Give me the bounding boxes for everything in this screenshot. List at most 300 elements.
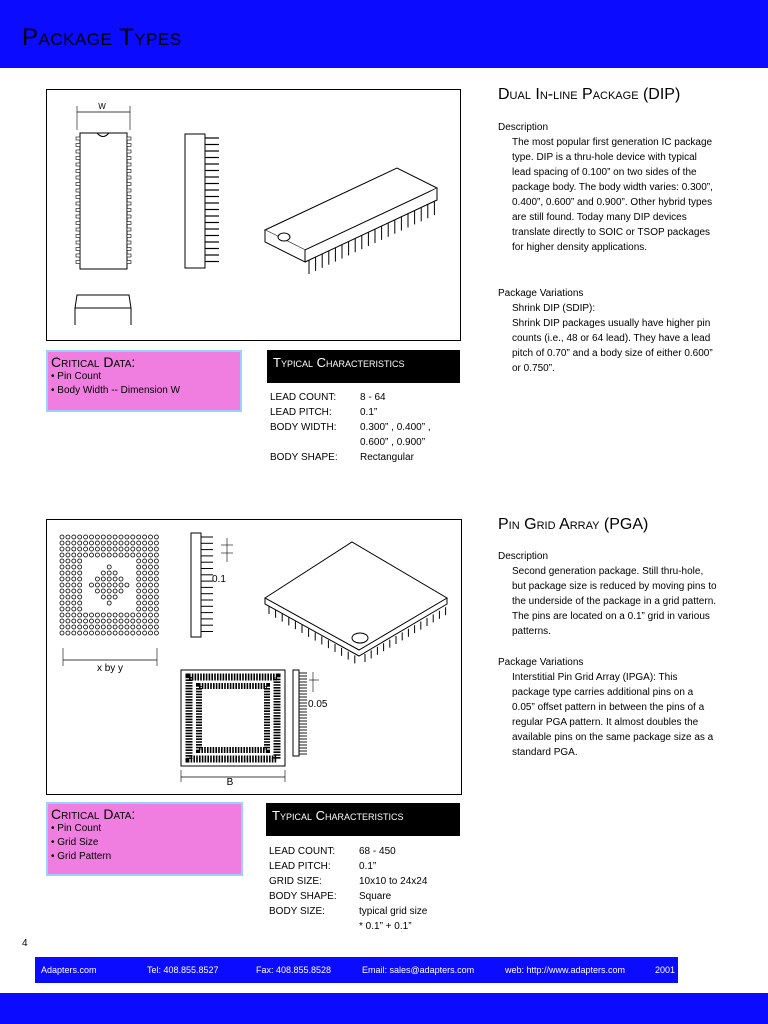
pin-dot	[131, 625, 135, 629]
pin-dot	[137, 535, 141, 539]
pin-dot	[72, 553, 76, 557]
pin-dot	[119, 577, 123, 581]
pin-dot	[66, 619, 70, 623]
pin	[127, 215, 131, 218]
pin	[127, 157, 131, 160]
pin-dot	[113, 589, 117, 593]
dim-01-label: 0.1	[212, 574, 226, 585]
pin-dot	[95, 541, 99, 545]
pin-dot	[72, 559, 76, 563]
pin	[127, 176, 131, 179]
pin-dot	[60, 607, 64, 611]
pin-dot	[149, 571, 153, 575]
pin-dot	[60, 631, 64, 635]
pin-dot	[95, 577, 99, 581]
pin	[127, 261, 131, 264]
footer-email[interactable]: Email: sales@adapters.com	[362, 965, 475, 975]
pin-dot	[119, 589, 123, 593]
pin-dot	[113, 613, 117, 617]
pga-description-label: Description	[498, 551, 549, 562]
pin-dot	[119, 625, 123, 629]
pin-dot	[72, 601, 76, 605]
pin-dot	[131, 553, 135, 557]
pin	[127, 254, 131, 257]
pin-dot	[149, 565, 153, 569]
pga-title: Pin Grid Array (PGA)	[498, 516, 649, 533]
pin	[76, 170, 80, 173]
pin-dot	[95, 547, 99, 551]
pin-dot	[95, 619, 99, 623]
pin-dot	[101, 619, 105, 623]
pin-dot	[95, 583, 99, 587]
pin-dot	[107, 571, 111, 575]
page-number: 4	[22, 938, 28, 949]
pin-dot	[131, 547, 135, 551]
pga-variation-text	[498, 670, 718, 760]
characteristic-row	[269, 859, 427, 874]
pin-dot	[107, 565, 111, 569]
pin-dot	[137, 589, 141, 593]
pin-dot	[119, 613, 123, 617]
pin-dot	[101, 589, 105, 593]
pin-dot	[60, 559, 64, 563]
pin-dot	[107, 541, 111, 545]
pin-dot	[154, 553, 158, 557]
pin-dot	[149, 547, 153, 551]
dim-xy-label: x by y	[96, 663, 124, 674]
pin-dot	[78, 619, 82, 623]
pin-dot	[66, 559, 70, 563]
critical-item: • Grid Size	[51, 837, 99, 848]
pin	[76, 144, 80, 147]
header-bar	[0, 0, 768, 68]
pin-dot	[60, 565, 64, 569]
pin-dot	[149, 613, 153, 617]
pin-dot	[78, 553, 82, 557]
pga-drawing	[47, 520, 461, 794]
characteristic-value: 0.600” , 0.900”	[360, 437, 426, 448]
characteristic-value: 0.1”	[359, 861, 377, 872]
pin-dot	[131, 613, 135, 617]
pin-dot	[137, 619, 141, 623]
characteristic-key: BODY SHAPE:	[269, 891, 337, 902]
characteristic-key: BODY SHAPE:	[270, 452, 338, 463]
pin-dot	[72, 631, 76, 635]
pin-dot	[143, 619, 147, 623]
pin-dot	[72, 589, 76, 593]
pin-dot	[72, 613, 76, 617]
pin	[127, 222, 131, 225]
pin-dot	[60, 535, 64, 539]
pin-dot	[149, 583, 153, 587]
characteristic-row	[269, 919, 427, 934]
pin-dot	[143, 607, 147, 611]
footer-year: 2001	[655, 965, 676, 975]
pin-dot	[101, 631, 105, 635]
pin-dot	[95, 535, 99, 539]
pin-dot	[72, 595, 76, 599]
dip-critical-data	[46, 350, 242, 412]
critical-data-title: Critical Data:	[51, 806, 136, 822]
pin-dot	[78, 607, 82, 611]
pin-dot	[149, 535, 153, 539]
pin-dot	[60, 571, 64, 575]
pin-dot	[125, 619, 129, 623]
pin-dot	[72, 541, 76, 545]
pin-dot	[137, 553, 141, 557]
pin-dot	[66, 553, 70, 557]
pin-dot	[101, 613, 105, 617]
pin	[76, 183, 80, 186]
pin-dot	[125, 625, 129, 629]
pin	[127, 235, 131, 238]
pin-dot	[84, 541, 88, 545]
pin-dot	[66, 589, 70, 593]
pin-dot	[72, 547, 76, 551]
pin	[127, 183, 131, 186]
pin-dot	[137, 577, 141, 581]
pin-dot	[107, 631, 111, 635]
pin-dot	[154, 571, 158, 575]
pin-dot	[137, 583, 141, 587]
pin-dot	[84, 613, 88, 617]
pin-dot	[143, 589, 147, 593]
pin	[127, 228, 131, 231]
characteristic-key	[269, 919, 359, 934]
pin-dot	[90, 631, 94, 635]
footer-fax: Fax: 408.855.8528	[256, 965, 332, 975]
pin-dot	[113, 535, 117, 539]
pin-dot	[72, 583, 76, 587]
pin-dot	[154, 559, 158, 563]
pin	[76, 235, 80, 238]
pin-dot	[137, 571, 141, 575]
pin-dot	[154, 583, 158, 587]
dip-variations-label: Package Variations	[498, 288, 584, 299]
pin-dot	[60, 547, 64, 551]
pin-dot	[154, 631, 158, 635]
pin-dot	[101, 625, 105, 629]
pin-dot	[137, 595, 141, 599]
pga-typical-table	[269, 844, 427, 934]
pin-dot	[66, 601, 70, 605]
pin-dot	[78, 589, 82, 593]
pin-dot	[84, 625, 88, 629]
characteristic-key: GRID SIZE:	[269, 876, 322, 887]
pin-dot	[78, 547, 82, 551]
pin-dot	[95, 553, 99, 557]
characteristic-value: 10x10 to 24x24	[359, 876, 428, 887]
pin-dot	[66, 571, 70, 575]
pin-dot	[78, 577, 82, 581]
pin-dot	[119, 619, 123, 623]
pin-dot	[72, 625, 76, 629]
pin	[76, 209, 80, 212]
pga-typical-header: Typical Characteristics	[266, 803, 460, 836]
pin-dot	[143, 631, 147, 635]
pin-dot	[125, 535, 129, 539]
pin-dot	[101, 541, 105, 545]
characteristic-row	[269, 844, 427, 859]
pin-dot	[66, 625, 70, 629]
pin-dot	[78, 625, 82, 629]
pin-dot	[154, 541, 158, 545]
pin-dot	[72, 565, 76, 569]
pin	[76, 176, 80, 179]
pin-dot	[90, 619, 94, 623]
pin	[127, 163, 131, 166]
pin-dot	[113, 577, 117, 581]
characteristic-row	[269, 889, 427, 904]
characteristic-key: LEAD PITCH:	[270, 407, 332, 418]
pin	[127, 196, 131, 199]
pin	[76, 157, 80, 160]
dip-description-label: Description	[498, 122, 549, 133]
characteristic-key: BODY SIZE:	[269, 906, 325, 917]
pin-dot	[90, 547, 94, 551]
pin-dot	[78, 583, 82, 587]
dip-description: The most popular first generation IC package type. DIP is a thru-hole device with typical lead spacing of 0.100” on two sides of the package body. The body width varies: 0.300”, 0.400”, 0.600” and 0.900”. Other hybrid types are still found. Today many DIP devices translate directly to SOIC or TSOP packages for higher density applications.	[512, 137, 713, 253]
pin-dot	[149, 577, 153, 581]
characteristic-value: Square	[359, 891, 392, 902]
pin-dot	[101, 583, 105, 587]
characteristic-row	[269, 904, 427, 919]
characteristic-key: LEAD COUNT:	[270, 392, 337, 403]
pin-dot	[78, 571, 82, 575]
pin-dot	[131, 619, 135, 623]
critical-item: • Pin Count	[51, 371, 102, 382]
pin-dot	[143, 565, 147, 569]
pin-dot	[143, 553, 147, 557]
pin-dot	[90, 613, 94, 617]
pin-dot	[101, 577, 105, 581]
pin-dot	[78, 595, 82, 599]
pin	[127, 144, 131, 147]
pin-dot	[154, 625, 158, 629]
pin-dot	[131, 535, 135, 539]
pin-dot	[78, 613, 82, 617]
pin-dot	[137, 565, 141, 569]
pin-dot	[84, 547, 88, 551]
pin-dot	[154, 577, 158, 581]
characteristic-row	[270, 405, 431, 420]
pin-dot	[101, 547, 105, 551]
pin	[76, 137, 80, 140]
pga-figure	[46, 519, 462, 795]
pin-dot	[84, 535, 88, 539]
pin-dot	[95, 613, 99, 617]
pin-dot	[149, 553, 153, 557]
pin-dot	[149, 607, 153, 611]
characteristic-row	[269, 874, 427, 889]
pin-dot	[143, 547, 147, 551]
characteristic-key	[270, 435, 360, 450]
pin-dot	[90, 625, 94, 629]
pin-dot	[101, 553, 105, 557]
pin-dot	[149, 601, 153, 605]
footer-web[interactable]: web: http://www.adapters.com	[505, 965, 626, 975]
pin-dot	[72, 619, 76, 623]
pin-dot	[107, 619, 111, 623]
pin-dot	[137, 625, 141, 629]
pin-dot	[72, 535, 76, 539]
pin-dot	[154, 595, 158, 599]
pin-dot	[154, 547, 158, 551]
pin-dot	[154, 613, 158, 617]
characteristic-value: typical grid size	[359, 906, 428, 917]
characteristic-value: Rectangular	[360, 452, 414, 463]
dim-005-label: 0.05	[308, 699, 328, 710]
pin-dot	[60, 595, 64, 599]
pin-dot	[66, 583, 70, 587]
dip-typical-header: Typical Characteristics	[267, 350, 460, 383]
pin-dot	[95, 625, 99, 629]
pin	[127, 137, 131, 140]
pin	[76, 254, 80, 257]
characteristic-value: 68 - 450	[359, 846, 396, 857]
pin-dot	[66, 535, 70, 539]
characteristic-row	[270, 390, 431, 405]
pin-dot	[113, 571, 117, 575]
pin	[127, 202, 131, 205]
pin-dot	[78, 541, 82, 545]
pin-dot	[66, 541, 70, 545]
characteristic-row	[270, 420, 431, 435]
pin-dot	[125, 547, 129, 551]
pin-dot	[84, 553, 88, 557]
pga-variation-name: Interstitial Pin Grid Array (IPGA):	[512, 672, 656, 683]
pin-dot	[149, 631, 153, 635]
pin-dot	[119, 541, 123, 545]
pin-dot	[72, 571, 76, 575]
pin-dot	[107, 577, 111, 581]
pin	[127, 209, 131, 212]
pin	[76, 150, 80, 153]
characteristic-key: LEAD COUNT:	[269, 846, 336, 857]
pin-dot	[78, 535, 82, 539]
pin-dot	[119, 547, 123, 551]
footer-tel: Tel: 408.855.8527	[147, 965, 219, 975]
pin-dot	[60, 589, 64, 593]
pin-dot	[60, 613, 64, 617]
dim-w-label: W	[98, 102, 106, 111]
characteristic-value: 8 - 64	[360, 392, 386, 403]
pin	[127, 170, 131, 173]
pin	[76, 222, 80, 225]
pin-dot	[78, 559, 82, 563]
pin-dot	[154, 607, 158, 611]
pga-variations-label: Package Variations	[498, 657, 584, 668]
pin	[127, 189, 131, 192]
pin	[76, 248, 80, 251]
page-title: Package Types	[22, 24, 182, 51]
pin-dot	[107, 553, 111, 557]
pin-dot	[154, 589, 158, 593]
pin-dot	[113, 541, 117, 545]
pin-dot	[95, 631, 99, 635]
dip-variation-text: Shrink DIP packages usually have higher pin counts (i.e., 48 or 64 lead). They have a lead pitch of 0.70” and a body size of either 0.600” or 0.750”.	[512, 318, 713, 374]
pin-dot	[143, 535, 147, 539]
pin-dot	[60, 541, 64, 545]
critical-item: • Grid Pattern	[51, 851, 112, 862]
pin-dot	[149, 625, 153, 629]
dip-title: Dual In-line Package (DIP)	[498, 86, 681, 103]
pin-dot	[66, 565, 70, 569]
dip-drawing	[47, 90, 460, 340]
dip-typical-table	[270, 390, 431, 465]
pga-variation-desc: This package type carries additional pins on a 0.05” offset pattern in between the pins of a regular PGA pattern. It almost doubles the available pins on the same package size as a standard PGA.	[512, 672, 714, 758]
pin-dot	[90, 583, 94, 587]
pin	[127, 241, 131, 244]
pin-dot	[113, 625, 117, 629]
pin-dot	[107, 625, 111, 629]
dip-figure	[46, 89, 461, 341]
pin-dot	[107, 589, 111, 593]
pin-dot	[149, 619, 153, 623]
pin-dot	[107, 613, 111, 617]
pin-dot	[119, 631, 123, 635]
pin-dot	[143, 541, 147, 545]
footer-bar	[35, 957, 678, 983]
pin-dot	[66, 607, 70, 611]
pin-dot	[154, 619, 158, 623]
pin-dot	[125, 541, 129, 545]
pin-dot	[143, 613, 147, 617]
pin-dot	[60, 601, 64, 605]
pin-dot	[84, 631, 88, 635]
pin-dot	[107, 583, 111, 587]
pin-dot	[107, 535, 111, 539]
pin	[76, 261, 80, 264]
footer-site[interactable]: Adapters.com	[41, 965, 97, 975]
pin-dot	[149, 559, 153, 563]
pin-dot	[119, 553, 123, 557]
pga-description: Second generation package. Still thru-hole, but package size is reduced by moving pins to the underside of the package in a grid pattern. The pins are located on a 0.1” grid in various patterns.	[512, 566, 717, 637]
pin-dot	[125, 631, 129, 635]
pin-dot	[66, 595, 70, 599]
pin-dot	[78, 631, 82, 635]
pin-dot	[66, 631, 70, 635]
pin-dot	[101, 571, 105, 575]
pin-dot	[90, 553, 94, 557]
pin-dot	[90, 535, 94, 539]
pin-dot	[137, 559, 141, 563]
pin-dot	[66, 577, 70, 581]
critical-item: • Pin Count	[51, 823, 102, 834]
pin-dot	[78, 601, 82, 605]
characteristic-row	[270, 435, 431, 450]
bottom-bar	[0, 993, 768, 1024]
pin-dot	[125, 583, 129, 587]
characteristic-key: LEAD PITCH:	[269, 861, 331, 872]
pin-dot	[60, 625, 64, 629]
pin-dot	[143, 559, 147, 563]
pin-dot	[95, 589, 99, 593]
pga-critical-data	[46, 802, 243, 876]
pin-dot	[131, 541, 135, 545]
critical-item: • Body Width -- Dimension W	[51, 385, 181, 396]
pin-dot	[60, 553, 64, 557]
dip-variation-name: Shrink DIP (SDIP):	[512, 303, 596, 314]
pin-dot	[149, 589, 153, 593]
pin	[76, 241, 80, 244]
characteristic-row	[270, 450, 431, 465]
pin-dot	[113, 583, 117, 587]
pin-dot	[137, 607, 141, 611]
pin	[76, 202, 80, 205]
pin-dot	[143, 625, 147, 629]
critical-data-title: Critical Data:	[51, 354, 136, 370]
